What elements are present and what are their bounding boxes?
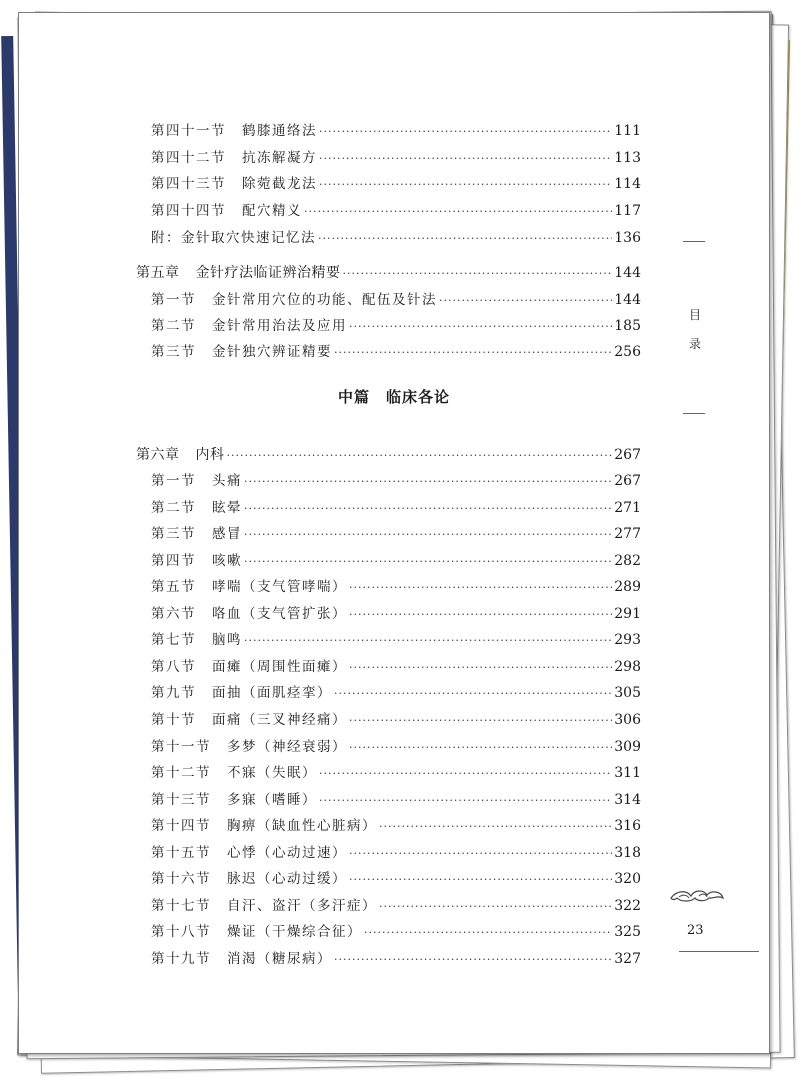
toc-entry-row	[151, 200, 641, 222]
table-of-contents	[19, 13, 769, 1053]
leader-dots	[349, 657, 612, 679]
entry-title: 鹤膝通络法	[242, 123, 317, 139]
entry-page-number: 291	[614, 605, 641, 622]
running-head-char: 录	[689, 337, 703, 351]
entry-number: 第十节	[151, 711, 196, 728]
leader-dots	[319, 121, 612, 143]
entry-page-number: 271	[614, 499, 641, 516]
entry-title: 咳嗽	[212, 552, 242, 569]
entry-page-number: 320	[614, 871, 641, 888]
margin-rule-bottom	[683, 413, 705, 414]
leader-dots	[439, 290, 612, 312]
entry-page-number: 311	[614, 765, 641, 782]
entry-number: 第九节	[151, 685, 196, 702]
entry-page-number: 316	[614, 818, 641, 835]
leader-dots	[349, 604, 612, 626]
entry-number: 第五节	[151, 579, 196, 596]
toc-entry-row	[151, 762, 641, 784]
toc-entry-row	[151, 315, 641, 337]
margin-rule-top	[683, 241, 705, 242]
leader-dots	[244, 471, 612, 493]
leader-dots	[318, 228, 612, 250]
page-number: 23	[687, 923, 704, 938]
leader-dots	[244, 551, 612, 573]
leader-dots	[319, 174, 612, 196]
entry-page-number: 277	[614, 526, 641, 543]
toc-entry-row	[151, 709, 641, 731]
leader-dots	[227, 445, 613, 467]
toc-entry-row	[151, 227, 641, 249]
leader-dots	[244, 498, 612, 520]
entry-number: 第十一节	[151, 738, 211, 755]
entry-title: 哮喘（支气管哮喘）	[212, 579, 347, 596]
running-head-char: 目	[689, 308, 703, 322]
leader-dots	[334, 683, 612, 705]
toc-entry-row	[151, 341, 641, 363]
entry-page-number: 267	[614, 473, 641, 489]
toc-chapter-row	[136, 262, 641, 284]
toc-entry-row	[151, 470, 641, 492]
toc-entry-row	[151, 921, 641, 943]
leader-dots	[349, 737, 612, 759]
toc-entry-row	[151, 629, 641, 651]
entry-number: 第四十三节	[151, 176, 226, 192]
toc-entry-row	[151, 497, 641, 519]
entry-number: 第十七节	[151, 897, 211, 914]
toc-entry-row	[151, 789, 641, 811]
entry-number: 第十八节	[151, 924, 211, 941]
entry-title: 眩晕	[212, 499, 242, 516]
entry-title: 金针疗法临证辨治精要	[195, 265, 341, 281]
entry-title: 感冒	[212, 526, 242, 543]
toc-entry-row	[151, 868, 641, 890]
cloud-ornament-icon	[669, 886, 725, 906]
entry-title: 燥证（干燥综合征）	[227, 924, 362, 941]
toc-entry-row	[151, 948, 641, 970]
leader-dots	[334, 342, 612, 364]
entry-title: 自汗、盗汗（多汗症）	[227, 897, 377, 914]
entry-title: 面抽（面肌痉挛）	[212, 685, 332, 702]
leader-dots	[319, 763, 612, 785]
toc-entry-row	[151, 842, 641, 864]
leader-dots	[349, 710, 612, 732]
leader-dots	[349, 577, 612, 599]
toc-entry-row	[151, 576, 641, 598]
entry-page-number: 144	[614, 292, 641, 308]
toc-entry-row	[151, 736, 641, 758]
entry-page-number: 136	[614, 230, 641, 246]
entry-page-number: 117	[614, 203, 641, 219]
toc-entry-row	[151, 550, 641, 572]
entry-title: 面痛（三叉神经痛）	[212, 711, 347, 728]
entry-number: 第五章	[136, 265, 180, 281]
entry-title: 金针独穴辨证精要	[212, 344, 332, 360]
entry-page-number: 114	[614, 176, 641, 192]
entry-title: 咯血（支气管扩张）	[212, 605, 347, 622]
entry-page-number: 314	[614, 791, 641, 808]
leader-dots	[244, 524, 612, 546]
entry-page-number: 327	[614, 950, 641, 967]
leader-dots	[319, 148, 612, 170]
entry-page-number: 144	[614, 265, 641, 281]
entry-title: 面瘫（周围性面瘫）	[212, 658, 347, 675]
entry-page-number: 267	[614, 447, 641, 463]
entry-title: 内科	[195, 447, 225, 463]
entry-number: 第十三节	[151, 791, 211, 808]
leader-dots	[349, 843, 612, 865]
toc-entry-row	[151, 120, 641, 142]
entry-number: 第十四节	[151, 818, 211, 835]
entry-page-number: 305	[614, 685, 641, 702]
entry-title: 金针常用治法及应用	[212, 318, 347, 334]
leader-dots	[364, 922, 612, 944]
leader-dots	[334, 949, 612, 971]
entry-page-number: 185	[614, 318, 641, 334]
leader-dots	[304, 201, 612, 223]
entry-number: 第六章	[136, 447, 180, 463]
toc-entry-row	[151, 147, 641, 169]
entry-page-number: 113	[614, 150, 641, 166]
entry-page-number: 282	[614, 552, 641, 569]
entry-number: 第一节	[151, 292, 196, 308]
entry-page-number: 111	[614, 123, 641, 139]
entry-title: 脉迟（心动过缓）	[227, 871, 347, 888]
entry-title: 消渴（糖尿病）	[227, 950, 332, 967]
toc-entry-row	[151, 523, 641, 545]
toc-entry-row	[151, 173, 641, 195]
entry-page-number: 325	[614, 924, 641, 941]
entry-title: 配穴精义	[242, 203, 302, 219]
toc-page	[18, 12, 770, 1054]
leader-dots	[244, 630, 612, 652]
entry-page-number: 306	[614, 711, 641, 728]
leader-dots	[349, 316, 612, 338]
toc-entry-row	[151, 895, 641, 917]
entry-title: 多寐（嗜睡）	[227, 791, 317, 808]
entry-number: 第十二节	[151, 765, 211, 782]
toc-chapter-row	[136, 444, 641, 466]
entry-title: 头痛	[212, 473, 242, 489]
footer-rule	[679, 951, 759, 952]
entry-title: 抗冻解凝方	[242, 150, 317, 166]
entry-number: 第二节	[151, 499, 196, 516]
entry-number: 第十六节	[151, 871, 211, 888]
entry-title: 金针常用穴位的功能、配伍及针法	[212, 292, 437, 308]
toc-entry-row	[151, 656, 641, 678]
entry-number: 第十五节	[151, 844, 211, 861]
entry-number: 第八节	[151, 658, 196, 675]
toc-entry-row	[151, 289, 641, 311]
entry-page-number: 293	[614, 632, 641, 649]
entry-number: 第三节	[151, 526, 196, 543]
entry-number: 第四节	[151, 552, 196, 569]
entry-page-number: 318	[614, 844, 641, 861]
entry-number: 第七节	[151, 632, 196, 649]
entry-number: 第一节	[151, 473, 196, 489]
entry-number: 第三节	[151, 344, 196, 360]
entry-title: 心悸（心动过速）	[227, 844, 347, 861]
entry-page-number: 289	[614, 579, 641, 596]
leader-dots	[343, 263, 613, 285]
leader-dots	[379, 816, 612, 838]
leader-dots	[349, 869, 612, 891]
entry-title: 不寐（失眠）	[227, 765, 317, 782]
toc-entry-row	[151, 682, 641, 704]
entry-page-number: 322	[614, 897, 641, 914]
entry-number: 第六节	[151, 605, 196, 622]
entry-number: 第十九节	[151, 950, 211, 967]
toc-entry-row	[151, 603, 641, 625]
entry-title: 脑鸣	[212, 632, 242, 649]
toc-entry-row	[151, 815, 641, 837]
leader-dots	[319, 790, 612, 812]
entry-page-number: 298	[614, 658, 641, 675]
entry-page-number: 256	[614, 344, 641, 360]
entry-number: 第四十四节	[151, 203, 226, 219]
leader-dots	[379, 896, 612, 918]
entry-number: 第四十一节	[151, 123, 226, 139]
entry-number: 第二节	[151, 318, 196, 334]
part-heading: 中篇 临床各论	[337, 388, 450, 406]
entry-number: 第四十二节	[151, 150, 226, 166]
entry-title: 除菀截龙法	[242, 176, 317, 192]
entry-title: 附：金针取穴快速记忆法	[151, 230, 316, 246]
entry-title: 多梦（神经衰弱）	[227, 738, 347, 755]
entry-page-number: 309	[614, 738, 641, 755]
entry-title: 胸痹（缺血性心脏病）	[227, 818, 377, 835]
